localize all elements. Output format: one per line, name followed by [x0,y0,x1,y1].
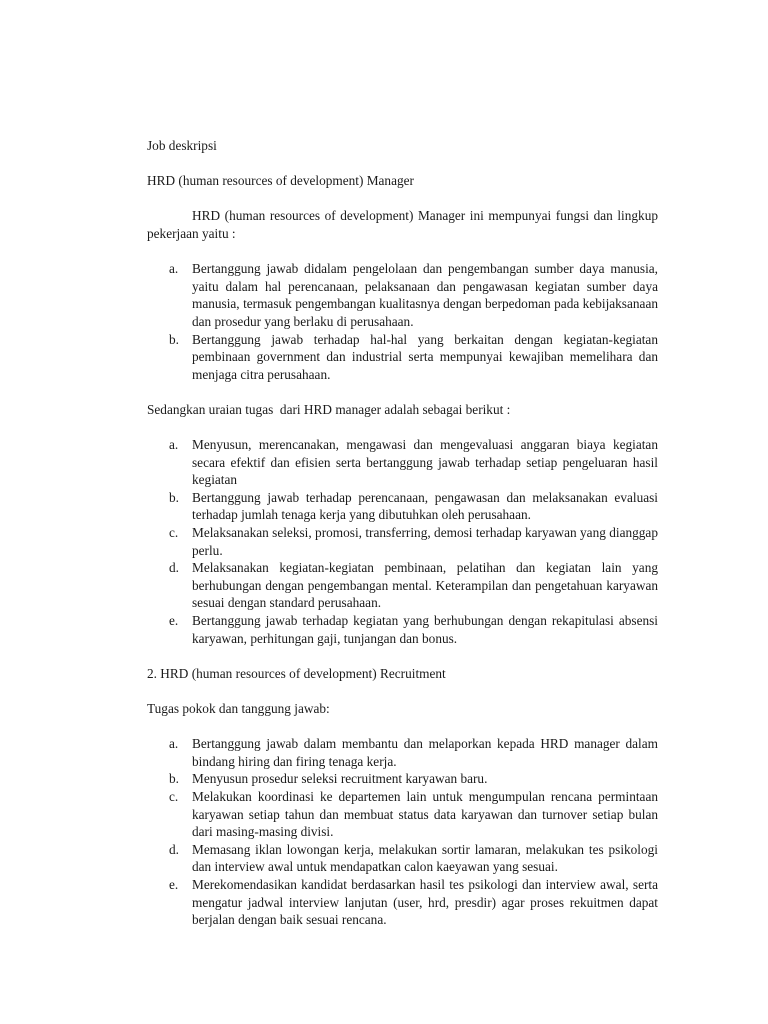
list-marker: c. [169,788,179,804]
list-item [147,331,658,384]
tasks-intro: Tugas pokok dan tanggung jawab: [147,701,330,716]
list-item-text: Melakukan koordinasi ke departemen lain untuk mengumpulan rencana permintaan karyawan setiap tahun dan membuat status data karyawan dan turnover setiap bulan dari masing-masing divisi. [192,788,658,840]
list-item [147,770,658,788]
list-item [147,876,658,929]
list-marker: b. [169,489,179,505]
list-item-text: Bertanggung jawab terhadap perencanaan, pengawasan dan melaksanakan evaluasi terhadap jumlah tenaga kerja yang dibutuhkan oleh perusahaan. [192,489,658,523]
list-item-text: Bertanggung jawab terhadap kegiatan yang berhubungan dengan rekapitulasi absensi karyawan, perhitungan gaji, tunjangan dan bonus. [192,613,658,646]
list-item [147,436,658,489]
list-item-text: Merekomendasikan kandidat berdasarkan hasil tes psikologi dan interview awal, serta mengatur jadwal interview lanjutan (user, hrd, presdir) agar proses rekuitmen dapat berjalan dengan baik sesuai rencana. [192,876,658,928]
list-item-text: Bertanggung jawab terhadap hal-hal yang berkaitan dengan kegiatan-kegiatan pembinaan government dan industrial serta mempunyai kewajiban memelihara dan menjaga citra perusahaan. [192,331,658,382]
section1-heading: HRD (human resources of development) Manager [147,173,414,189]
duties-list [147,436,658,647]
document-page [147,137,658,946]
list-marker: a. [169,261,179,277]
list-item-text: Menyusun, merencanakan, mengawasi dan mengevaluasi anggaran biaya kegiatan secara efektif dan efisien serta bertanggung jawab terhadap setiap pengeluaran hasil kegiatan [192,437,658,488]
list-item-text: Bertanggung jawab didalam pengelolaan dan pengembangan sumber daya manusia, yaitu dalam hal perencanaan, pelaksanaan dan pengawasan kegiatan sumber daya manusia, termasuk pengembangan kualitasnya dengan berpedoman pada kebijaksanaan dan prosedur yang berlaku di perusahaan. [192,261,658,329]
list-item-text: Memasang iklan lowongan kerja, melakukan sortir lamaran, melakukan tes psikologi dan interview awal untuk mendapatkan calon kaeyawan yang sesuai. [192,841,658,875]
list-item [147,841,658,876]
tasks-list [147,735,658,929]
list-marker: b. [169,331,179,347]
list-marker: d. [169,560,179,576]
list-item-text: Menyusun prosedur seleksi recruitment karyawan baru. [192,771,488,787]
list-item [147,735,658,770]
section2-heading: 2. HRD (human resources of development) Recruitment [147,665,446,681]
duties-intro: Sedangkan uraian tugas dari HRD manager adalah sebagai berikut : [147,401,511,417]
scope-list [147,260,658,383]
list-item-text: Melaksanakan kegiatan-kegiatan pembinaan, pelatihan dan kegiatan lain yang berhubungan dengan pengembangan mental. Keterampilan dan pengetahuan karyawan sesuai dengan standard perusahaan. [192,560,658,611]
list-item [147,489,658,524]
list-item [147,612,658,647]
list-item [147,559,658,612]
list-marker: d. [169,841,179,857]
list-marker: a. [169,437,179,453]
list-item-text: Bertanggung jawab dalam membantu dan melaporkan kepada HRD manager dalam bindang hiring dan firing tenaga kerja. [192,736,658,769]
list-item [147,260,658,330]
list-item [147,524,658,559]
list-marker: c. [169,525,179,541]
list-marker: b. [169,771,179,787]
document-title: Job deskripsi [147,138,217,153]
list-marker: e. [169,876,179,892]
list-item [147,788,658,841]
list-marker: a. [169,736,179,752]
section1-intro: HRD (human resources of development) Manager ini mempunyai fungsi dan lingkup pekerjaan yaitu : [147,208,658,241]
list-marker: e. [169,613,179,629]
list-item-text: Melaksanakan seleksi, promosi, transferring, demosi terhadap karyawan yang dianggap perlu. [192,525,658,558]
